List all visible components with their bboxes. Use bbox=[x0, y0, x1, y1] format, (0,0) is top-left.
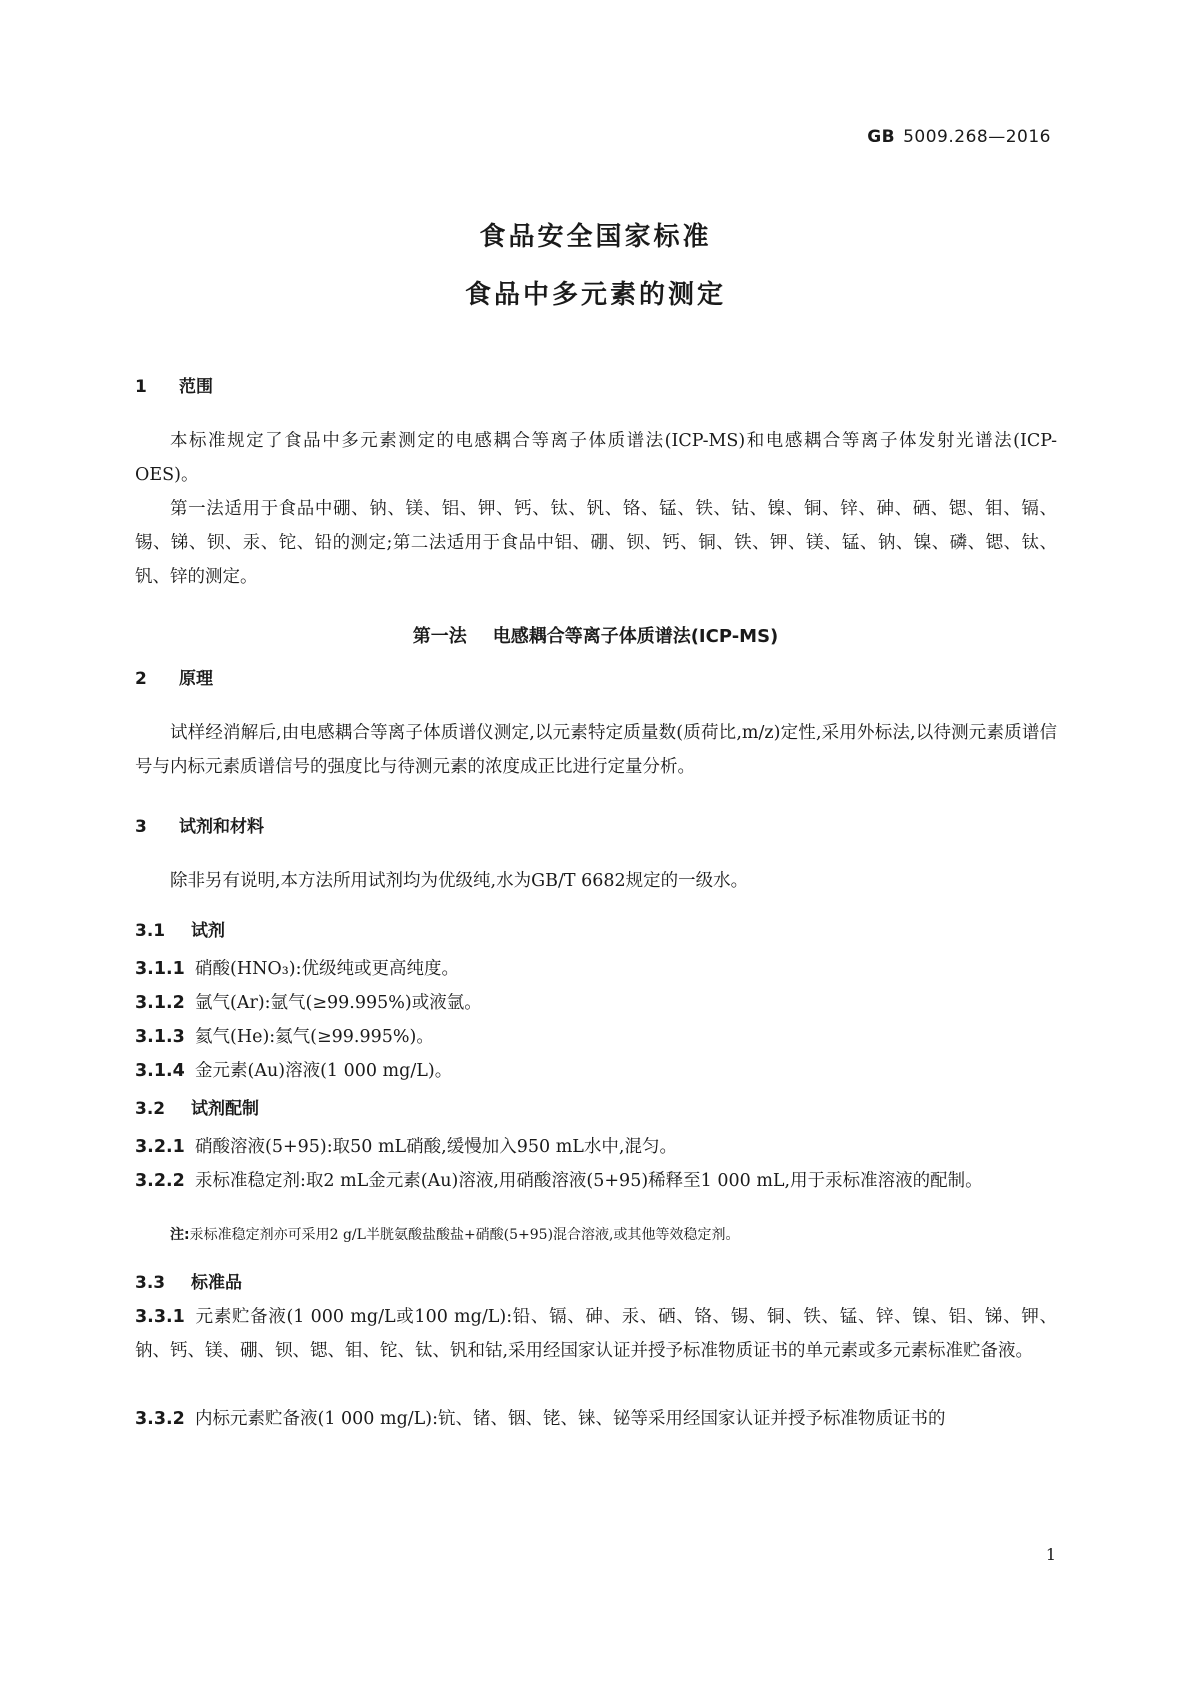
item-text: 氦气(He):氦气(≥99.995%)。 bbox=[195, 1027, 434, 1047]
method-title bbox=[0, 622, 1191, 648]
standard-category-title: 食品安全国家标准 bbox=[479, 222, 712, 252]
item-text: 汞标准稳定剂:取2 mL金元素(Au)溶液,用硝酸溶液(5+95)稀释至1 000 mL,用于汞标准溶液的配制。 bbox=[195, 1171, 983, 1191]
note-text: 汞标准稳定剂亦可采用2 g/L半胱氨酸盐酸盐+硝酸(5+95)混合溶液,或其他等效稳定剂。 bbox=[189, 1227, 740, 1243]
section-number: 3.1 bbox=[135, 921, 166, 941]
item-number: 3.1.3 bbox=[135, 1027, 185, 1047]
item-number: 3.2.1 bbox=[135, 1137, 185, 1157]
note-label: 注: bbox=[170, 1227, 190, 1243]
item-text: 硝酸溶液(5+95):取50 mL硝酸,缓慢加入950 mL水中,混匀。 bbox=[195, 1137, 677, 1157]
section-title: 试剂和材料 bbox=[179, 817, 264, 837]
item-number: 3.3.2 bbox=[135, 1409, 185, 1429]
section-number: 1 bbox=[135, 377, 147, 397]
item-number: 3.3.1 bbox=[135, 1307, 185, 1327]
item-text: 硝酸(HNO₃):优级纯或更高纯度。 bbox=[195, 959, 459, 979]
section-number: 3 bbox=[135, 817, 147, 837]
scope-paragraph-2: 第一法适用于食品中硼、钠、镁、铝、钾、钙、钛、钒、铬、锰、铁、钴、镍、铜、锌、砷、硒、锶、钼、镉、锡、锑、钡、汞、铊、铅的测定;第二法适用于食品中铝、硼、钡、钙、铜、铁、钾、镁、锰、钠、镍、磷、锶、钛、钒、锌的测定。 bbox=[135, 499, 1057, 587]
item-number: 3.2.2 bbox=[135, 1171, 185, 1191]
section-number: 3.3 bbox=[135, 1273, 166, 1293]
document-code bbox=[867, 127, 1051, 147]
document-title: 食品中多元素的测定 bbox=[464, 280, 726, 310]
method-name: 电感耦合等离子体质谱法(ICP-MS) bbox=[492, 626, 779, 647]
item-text: 内标元素贮备液(1 000 mg/L):钪、锗、铟、铑、铼、铋等采用经国家认证并授予标准物质证书的 bbox=[195, 1409, 946, 1429]
section-title: 原理 bbox=[179, 669, 213, 689]
page-number: 1 bbox=[1045, 1545, 1056, 1564]
item-text: 金元素(Au)溶液(1 000 mg/L)。 bbox=[195, 1061, 453, 1081]
item-number: 3.1.1 bbox=[135, 959, 185, 979]
principle-paragraph: 试样经消解后,由电感耦合等离子体质谱仪测定,以元素特定质量数(质荷比,m/z)定性,采用外标法,以待测元素质谱信号与内标元素质谱信号的强度比与待测元素的浓度成正比进行定量分析。 bbox=[135, 723, 1057, 777]
section-3-1-heading bbox=[135, 916, 225, 941]
section-3-3-heading bbox=[135, 1268, 242, 1293]
section-title: 标准品 bbox=[191, 1273, 242, 1293]
item-3-2-1 bbox=[135, 1130, 1057, 1164]
section-3-heading bbox=[135, 812, 264, 837]
item-3-1-3 bbox=[135, 1020, 1057, 1054]
item-3-1-2 bbox=[135, 986, 1057, 1020]
section-1-heading bbox=[135, 372, 213, 397]
reagents-intro-paragraph: 除非另有说明,本方法所用试剂均为优级纯,水为GB/T 6682规定的一级水。 bbox=[170, 871, 749, 891]
standard-number: 5009.268—2016 bbox=[903, 127, 1051, 147]
scope-paragraph-1: 本标准规定了食品中多元素测定的电感耦合等离子体质谱法(ICP-MS)和电感耦合等离子体发射光谱法(ICP-OES)。 bbox=[135, 431, 1057, 485]
item-text: 氩气(Ar):氩气(≥99.995%)或液氩。 bbox=[195, 993, 482, 1013]
section-3-2-heading bbox=[135, 1094, 259, 1119]
section-title: 试剂 bbox=[191, 921, 225, 941]
section-title: 试剂配制 bbox=[191, 1099, 259, 1119]
method-label: 第一法 bbox=[412, 626, 467, 647]
item-number: 3.1.4 bbox=[135, 1061, 185, 1081]
section-2-heading bbox=[135, 664, 213, 689]
item-3-3-2 bbox=[135, 1402, 1057, 1436]
item-3-1-1 bbox=[135, 952, 1057, 986]
note bbox=[170, 1224, 1050, 1244]
section-title: 范围 bbox=[179, 377, 213, 397]
item-number: 3.1.2 bbox=[135, 993, 185, 1013]
item-3-1-4 bbox=[135, 1054, 1057, 1088]
item-3-2-2 bbox=[135, 1164, 1057, 1198]
section-number: 2 bbox=[135, 669, 147, 689]
item-text: 元素贮备液(1 000 mg/L或100 mg/L):铅、镉、砷、汞、硒、铬、锡、铜、铁、锰、锌、镍、铝、锑、钾、钠、钙、镁、硼、钡、锶、钼、铊、钛、钒和钴,采用经国家认证并授予标准物质证书的单元素或多元素标准贮备液。 bbox=[135, 1307, 1057, 1361]
gb-label: GB bbox=[867, 127, 896, 147]
item-3-3-1 bbox=[135, 1300, 1057, 1368]
section-number: 3.2 bbox=[135, 1099, 166, 1119]
